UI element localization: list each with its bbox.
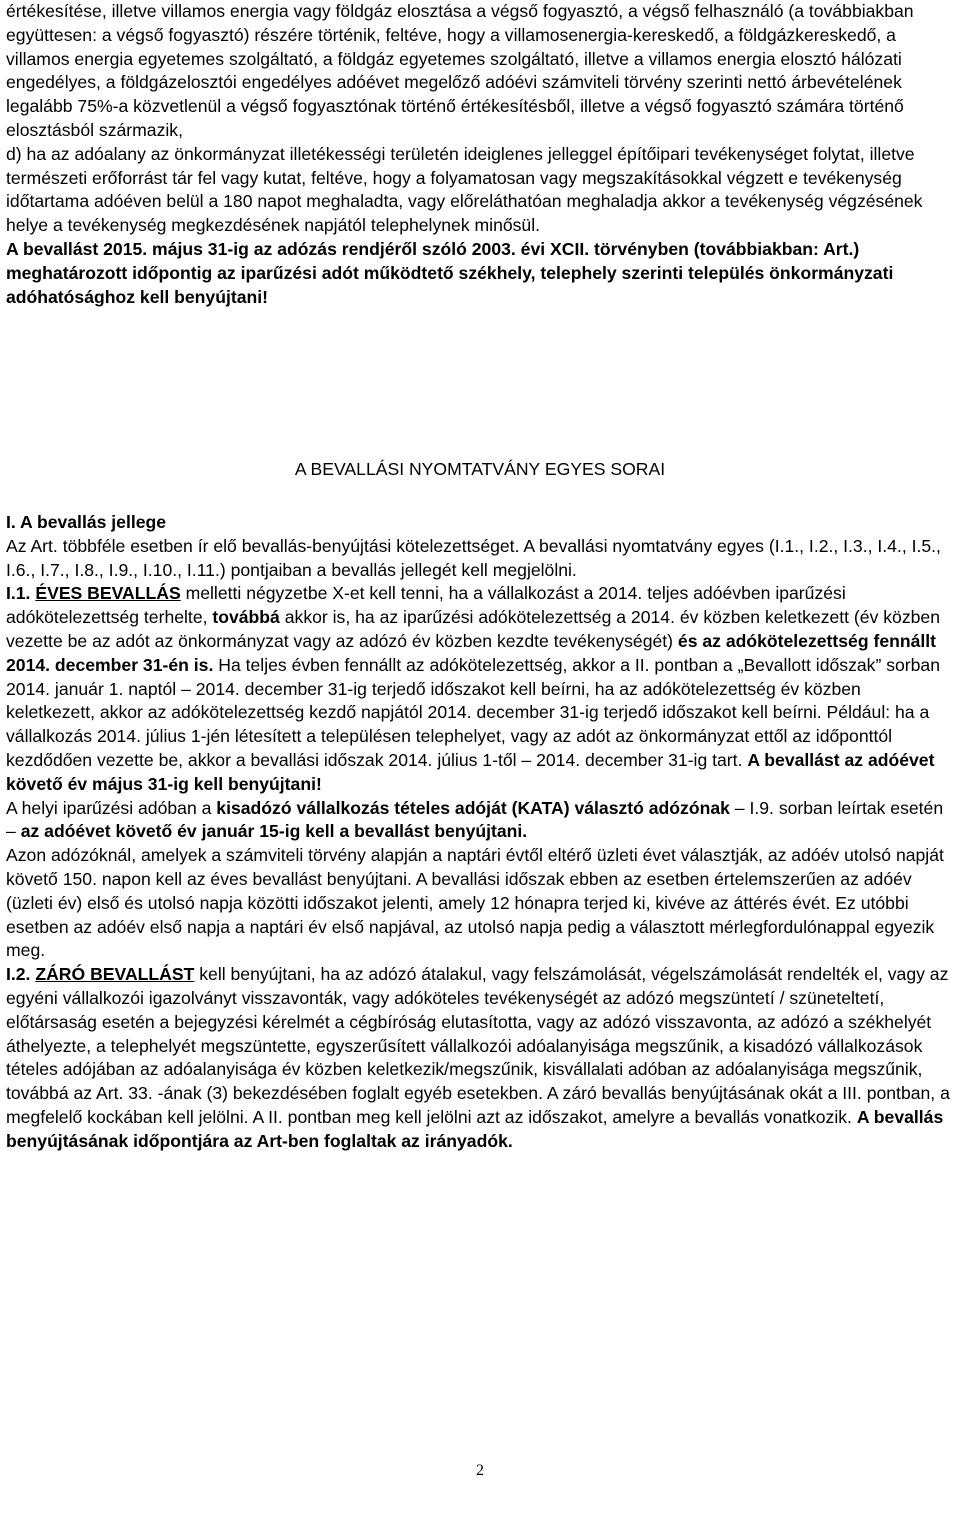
section-title: A BEVALLÁSI NYOMTATVÁNY EGYES SORAI: [294, 459, 666, 479]
paragraph-energy: értékesítése, illetve villamos energia vagy földgáz elosztása a végső fogyasztó, a végső felhasználó (a továbbiakban együttesen: a végső fogyasztó) részére történik, feltéve, hogy a villamosenergia-kereskedő, a földgázkereskedő, a villamos energia egyetemes szolgáltató, a földgáz egyetemes szolgáltató, illetve a villamos energia elosztó hálózati engedélyes, a földgázelosztói engedélyes adóévet megelőző adóévi számviteli törvény szerinti nettó árbevételének legalább 75%-a közvetlenül a végső fogyasztónak történő értékesítésből, illetve a végső fogyasztó számára történő elosztásból származik,: [6, 1, 914, 140]
section-I1: [6, 582, 954, 796]
section-I-intro: Az Art. többféle esetben ír elő bevallás-benyújtási kötelezettséget. A bevallási nyomtatvány egyes (I.1., I.2., I.3., I.4., I.5., I.6., I.7., I.8., I.9., I.10., I.11.) pontjaiban a bevallás jellegét kell megjelölni.: [6, 535, 941, 580]
I1-kata-paragraph: [6, 797, 954, 845]
I1-bold-1: továbbá: [212, 607, 280, 628]
page-number: 2: [476, 1462, 484, 1479]
kata-bold-b: kisadózó vállalkozás tételes adóját (KATA) választó adózónak: [216, 797, 730, 818]
I1-text-1: melletti négyzetbe X-et kell tenni, ha a vállalkozást a 2014. teljes adóévben iparűzési adókötelezettség terhelte,: [6, 583, 846, 628]
I2-label: I.2.: [6, 964, 36, 985]
I1-text-2: akkor is, ha az iparűzési adókötelezettség a 2014. év közben keletkezett (év közben vezette be az adót az önkormányzat vagy az adózó év közben kezdte tevékenységét): [6, 607, 940, 651]
section-I: [6, 511, 954, 1154]
kata-bold-d: az adóévet követő év január 15-ig kell a bevallást benyújtani.: [20, 821, 528, 842]
I2-text-1: kell benyújtani, ha az adózó átalakul, vagy felszámolását, végelszámolását rendelték el, vagy az egyéni vállalkozói igazolványt visszavonták, vagy adóköteles tevékenységét az adózó megszüntetí / szüneteltetí, előtársaság esetén a bejegyzési kérelmét a cégbíróság elutasította, vagy az adózó visszavonta, az adózó a székhelyét áthelyezte, a telephelyét megszüntette, egyszerűsített vállalkozói adóalanyisága megszűnik, a kisadózó vállalkozások tételes adójában az adóalanyisága év közben keletkezik/megszűnik, kisvállalati adóban az adóalanyisága megszűnik, továbbá az Art. 33. -ának (3) bekezdésében foglalt egyéb esetekben. A záró bevallás benyújtásának okát a III. pontban, a megfelelő kockában kell jelölni. A II. pontban meg kell jelölni azt az időszakot, amelyre a bevallás vonatkozik.: [6, 964, 950, 1127]
I1-label-underlined: ÉVES BEVALLÁS: [35, 583, 181, 604]
I1-label: I.1.: [6, 583, 36, 604]
top-text-block: [6, 0, 954, 309]
I1-bold-3: A bevallást az adóévet követő év május 31-ig kell benyújtani!: [6, 749, 935, 794]
I1-business-year-paragraph: Azon adózóknál, amelyek a számviteli törvény alapján a naptári évtől eltérő üzleti évet választják, az adóév utolsó napját követő 150. napon kell az éves bevallást benyújtani. A bevallási időszak ebben az esetben értelemszerűen az adóév (üzleti év) első és utolsó napja közötti időszakot jelenti, amely 12 hónapra terjed ki, kivéve az áttérés évét. Ez utóbbi esetben az adóév első napja a naptári év első napjával, az utolsó napja pedig a választott mérlegfordulónappal egyezik meg.: [6, 845, 944, 961]
paragraph-construction: d) ha az adóalany az önkormányzat illetékességi területén ideiglenes jelleggel építőipari tevékenységet folytat, illetve természeti erőforrást tár fel vagy kutat, feltéve, hogy a folyamatosan vagy megszakításokkal végzett e tevékenység időtartama adóéven belül a 180 napot meghaladta, vagy előreláthatóan meghaladja akkor a tevékenység végzésének helye a tevékenység megkezdésének napjától telephelynek minősül.: [6, 143, 923, 236]
section-I2: [6, 963, 954, 1153]
I1-text-3: Ha teljes évben fennállt az adókötelezettség, akkor a II. pontban a „Bevallott időszak” sorban 2014. január 1. naptól – 2014. december 31-ig terjedő időszakot kell beírni, ha az adókötelezettség év közben keletkezett, akkor az adókötelezettség kezdő napjától 2014. december 31-ig terjedő időszakot kell beírni. Például: ha a vállalkozás 2014. július 1-jén létesített a településen telephelyet, vagy az adót az önkormányzat ettől az időponttól kezdődően vezette be, akkor a bevallási időszak 2014. július 1-től – 2014. december 31-ig tart.: [6, 654, 941, 770]
kata-text-a: A helyi iparűzési adóban a: [6, 797, 217, 818]
kata-text-c: – I.9. sorban leírtak esetén –: [6, 797, 944, 842]
deadline-notice-bold: A bevallást 2015. május 31-ig az adózás rendjéről szóló 2003. évi XCII. törvényben (továbbiakban: Art.) meghatározott időpontig az iparűzési adót működtető székhely, telephely szerinti település önkormányzati adóhatósághoz kell benyújtani!: [6, 238, 894, 307]
I1-bold-2: és az adókötelezettség fennállt 2014. december 31-én is.: [6, 630, 937, 675]
section-I-heading: [6, 511, 954, 535]
section-I-heading-text: I. A bevallás jellege: [6, 512, 167, 532]
paragraph-deadline-notice: [6, 238, 954, 309]
I2-label-underlined: ZÁRÓ BEVALLÁST: [35, 964, 195, 985]
I2-bold-1: A bevallás benyújtásának időpontjára az Art-ben foglaltak az irányadók.: [6, 1106, 944, 1151]
